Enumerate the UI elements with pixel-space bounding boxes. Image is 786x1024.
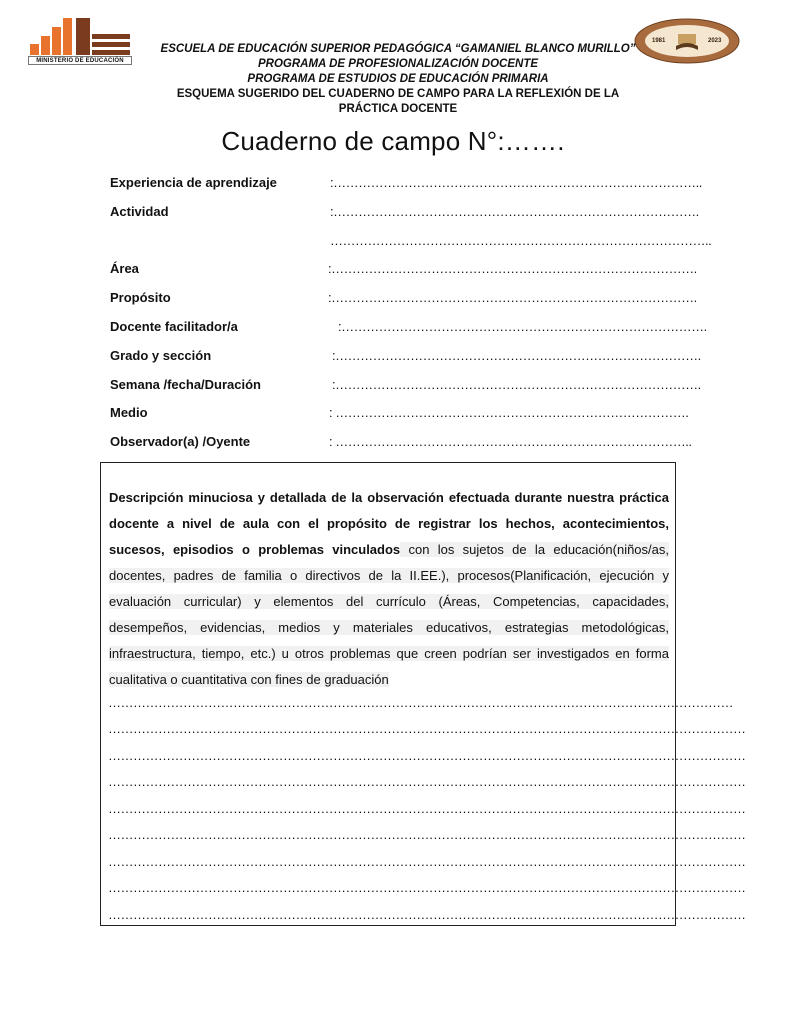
writing-line[interactable]: ……………………………………………………………………………………………………………………………………… <box>108 747 746 763</box>
writing-line[interactable]: ……………………………………………………………………………………………………………………………………… <box>108 880 746 895</box>
ministerio-bars-icon <box>28 14 132 56</box>
writing-line[interactable]: ……………………………………………………………………………………………………………………………………… <box>108 721 746 736</box>
label-area: Área <box>110 261 139 276</box>
header-study-program: PROGRAMA DE ESTUDIOS DE EDUCACIÓN PRIMARIA <box>247 73 549 85</box>
observation-description <box>109 485 669 693</box>
header-scheme: ESQUEMA SUGERIDO DEL CUADERNO DE CAMPO PARA LA REFLEXIÓN DE LA <box>176 88 620 100</box>
ministerio-caption: MINISTERIO DE EDUCACIÓN <box>28 56 132 65</box>
writing-line[interactable]: …………………………………………………………………………………………………………………………………… <box>108 695 733 710</box>
writing-line[interactable]: ……………………………………………………………………………………………………………………………………… <box>108 800 746 816</box>
svg-text:1981: 1981 <box>652 38 666 44</box>
ministerio-logo <box>28 14 132 66</box>
header-school-name: ESCUELA DE EDUCACIÓN SUPERIOR PEDAGÓGICA “GAMANIEL BLANCO MURILLO” <box>160 43 636 55</box>
field-actividad[interactable]: :……………………………………………………………………………. <box>330 204 699 219</box>
school-seal-icon <box>634 18 740 64</box>
label-actividad: Actividad <box>110 204 169 219</box>
label-semana: Semana /fecha/Duración <box>110 377 261 392</box>
field-docente[interactable]: :……………………………………………………………………………. <box>338 319 707 334</box>
header-program: PROGRAMA DE PROFESIONALIZACIÓN DOCENTE <box>257 58 539 70</box>
field-observador[interactable]: : ………………………………………………………………………….. <box>329 434 692 449</box>
label-experiencia: Experiencia de aprendizaje <box>110 175 277 190</box>
field-area[interactable]: :……………………………………………………………………………. <box>328 261 697 276</box>
writing-line[interactable]: ……………………………………………………………………………………………………………………………………… <box>108 853 746 869</box>
writing-line[interactable]: ……………………………………………………………………………………………………………………………………… <box>108 774 746 789</box>
writing-line[interactable]: ……………………………………………………………………………………………………………………………………… <box>108 906 746 922</box>
institution-header <box>150 42 646 117</box>
label-docente: Docente facilitador/a <box>110 319 238 334</box>
header-scheme-cont: PRÁCTICA DOCENTE <box>338 103 458 115</box>
description-plain: con los sujetos de la educación(niños/as, docentes, padres de familia o directivos de la II.EE.), procesos(Planificación, ejecución y evaluación curricular) y elementos del currículo (Áreas, Competencias, capacidades, desempeños, evidencias, medios y materiales educativos, estrategias metodológicas, infraestructura, tiempo, etc.) u otros problemas que creen podrían ser investigados en forma cualitativa o cuantitativa con fines de graduación <box>109 542 669 687</box>
label-medio: Medio <box>110 405 148 420</box>
field-medio[interactable]: : …………………………………………………………………………. <box>329 405 689 420</box>
observation-box <box>100 462 746 926</box>
label-grado: Grado y sección <box>110 348 212 363</box>
page-title: Cuaderno de campo N°:……. <box>221 126 565 156</box>
writing-line[interactable]: ……………………………………………………………………………………………………………………………………… <box>108 827 746 842</box>
svg-text:2023: 2023 <box>708 38 722 44</box>
school-seal-logo <box>634 18 740 64</box>
label-proposito: Propósito <box>110 290 171 305</box>
label-observador: Observador(a) /Oyente <box>110 434 251 449</box>
field-experiencia[interactable]: :…………………………………………………………………………….. <box>330 175 702 190</box>
field-semana[interactable]: :……………………………………………………………………………. <box>332 377 701 392</box>
field-actividad-cont[interactable]: ……………………………………………………………………………….. <box>330 233 712 248</box>
field-proposito[interactable]: :……………………………………………………………………………. <box>328 290 697 305</box>
description-bold: Descripción minuciosa y detallada de la observación efectuada durante nuestra práctica docente a nivel de aula con el propósito de registrar los hechos, acontecimientos, sucesos, episodios o problemas vinculados <box>109 490 669 557</box>
field-grado[interactable]: :……………………………………………………………………………. <box>332 348 701 363</box>
